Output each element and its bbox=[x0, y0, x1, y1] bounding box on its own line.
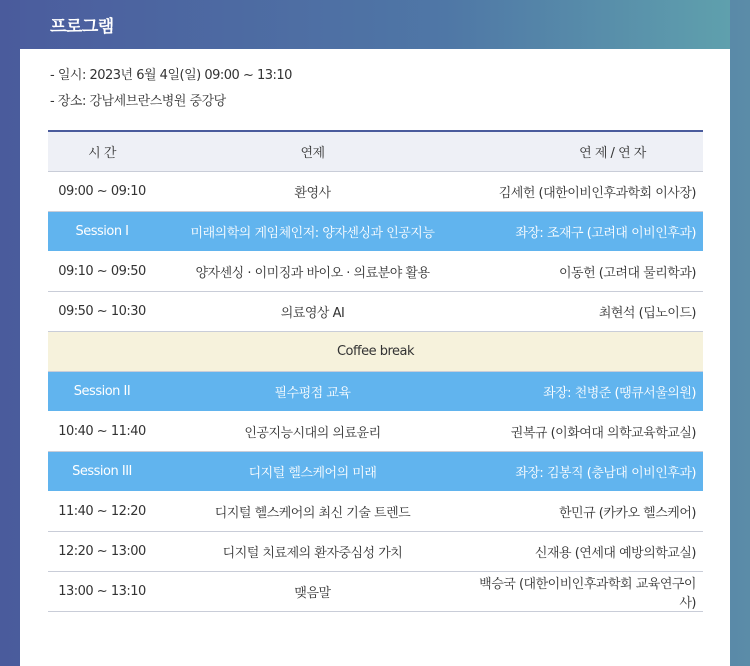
page-title: 프로그램 bbox=[50, 17, 114, 37]
program-card bbox=[20, 0, 730, 666]
cell-time: 13:00 ~ 13:10 bbox=[58, 584, 146, 599]
cell-speaker: 좌장: 천병준 (땡큐서울의원) bbox=[543, 386, 696, 401]
cell-speaker: 이동헌 (고려대 물리학과) bbox=[559, 266, 696, 281]
header-topic: 연제 bbox=[300, 146, 325, 161]
cell-time: Session III bbox=[72, 464, 132, 479]
cell-speaker: 백승국 (대한이비인후과학회 교육연구이사) bbox=[479, 576, 696, 611]
session-row bbox=[48, 372, 703, 412]
cell-time: 09:00 ~ 09:10 bbox=[58, 184, 146, 199]
cell-speaker: 최현석 (딥노이드) bbox=[598, 306, 696, 321]
table-row bbox=[48, 292, 703, 332]
cell-topic: 의료영상 AI bbox=[280, 306, 345, 321]
event-info bbox=[20, 49, 730, 110]
event-date: - 일시: 2023년 6월 4일(일) 09:00 ~ 13:10 bbox=[50, 68, 292, 83]
table-body bbox=[48, 172, 703, 612]
coffee-break-label: Coffee break bbox=[336, 344, 415, 359]
cell-time: 09:50 ~ 10:30 bbox=[58, 304, 146, 319]
cell-time: Session II bbox=[73, 384, 131, 399]
session-row bbox=[48, 452, 703, 492]
cell-topic: 인공지능시대의 의료윤리 bbox=[244, 426, 381, 441]
table-row bbox=[48, 572, 703, 612]
table-row bbox=[48, 492, 703, 532]
cell-topic: 디지털 치료제의 환자중심성 가치 bbox=[222, 546, 403, 561]
cell-topic: 필수평점 교육 bbox=[274, 386, 351, 401]
table-row bbox=[48, 172, 703, 212]
coffee-break-row bbox=[48, 332, 703, 372]
cell-topic: 맺음말 bbox=[294, 586, 331, 601]
cell-topic: 디지털 헬스케어의 최신 기술 트렌드 bbox=[214, 506, 411, 521]
table-row bbox=[48, 532, 703, 572]
cell-speaker: 좌장: 조재구 (고려대 이비인후과) bbox=[515, 226, 696, 241]
event-venue: - 장소: 강남세브란스병원 중강당 bbox=[50, 94, 226, 109]
cell-time: 11:40 ~ 12:20 bbox=[58, 504, 146, 519]
cell-time: 09:10 ~ 09:50 bbox=[58, 264, 146, 279]
header-time: 시 간 bbox=[88, 146, 116, 161]
table-header-row bbox=[48, 132, 703, 172]
cell-speaker: 한민규 (카카오 헬스케어) bbox=[559, 506, 696, 521]
cell-time: 10:40 ~ 11:40 bbox=[58, 424, 146, 439]
cell-topic: 양자센싱 · 이미징과 바이오 · 의료분야 활용 bbox=[195, 266, 430, 281]
program-header bbox=[20, 0, 730, 49]
cell-topic: 디지털 헬스케어의 미래 bbox=[248, 466, 377, 481]
cell-speaker: 신재용 (연세대 예방의학교실) bbox=[534, 546, 696, 561]
cell-topic: 미래의학의 게임체인저: 양자센싱과 인공지능 bbox=[190, 226, 435, 241]
session-row bbox=[48, 212, 703, 252]
cell-speaker: 김세헌 (대한이비인후과학회 이사장) bbox=[498, 186, 696, 201]
cell-speaker: 좌장: 김봉직 (충남대 이비인후과) bbox=[515, 466, 696, 481]
cell-time: 12:20 ~ 13:00 bbox=[58, 544, 146, 559]
cell-speaker: 권복규 (이화여대 의학교육학교실) bbox=[510, 426, 696, 441]
cell-time: Session I bbox=[75, 224, 129, 239]
cell-topic: 환영사 bbox=[294, 186, 331, 201]
header-speaker: 연 제 / 연 자 bbox=[579, 146, 646, 161]
program-table bbox=[48, 130, 703, 612]
table-row bbox=[48, 412, 703, 452]
table-row bbox=[48, 252, 703, 292]
